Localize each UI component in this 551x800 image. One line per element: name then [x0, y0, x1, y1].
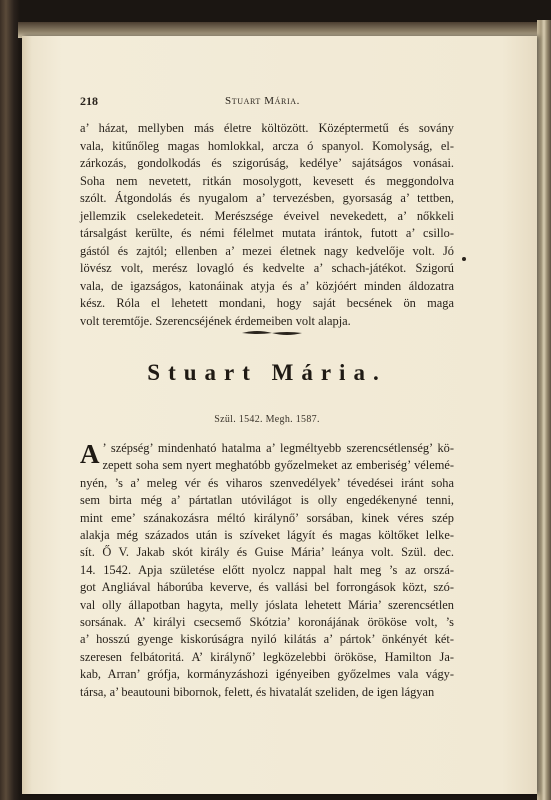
text-line: gástól és zajtól; ellenben a’ mezei életnek nagy kedvelője volt. Jó	[80, 243, 454, 258]
page-header	[80, 94, 450, 112]
text-line: ’ szépség’ mindenható hatalma a’ legméltyebb szerencsétlenség’ kö-	[102, 441, 454, 455]
text-line: alakja még százados után is szíveket lágyít és magas költőket lelke-	[80, 528, 454, 543]
text-line: szeresen felbátoritá. A’ királynő’ legközelebbi örököse, Hamilton Ja-	[80, 649, 454, 664]
text-line: 14. 1542. Apja születése előtt nyolcz nappal halt meg ’s az orszá-	[80, 562, 454, 577]
text-line: jellemzik cselekedeteit. Merészsége éveivel nevekedett, a’ nőkkeli	[80, 208, 454, 223]
margin-mark	[462, 257, 466, 261]
text-line: szólt. Átgondolás és nyugalom a’ tervezésben, gyorsaság a’ tettben,	[80, 191, 454, 205]
text-line: társalgást kerülte, és némi félelmet mutata irántok, futott a’ csillo-	[80, 226, 454, 240]
chapter-title: Stuart Mária.	[147, 360, 387, 385]
text-line: mint eme’ szánakozásra méltó királynő’ sorsában, kinek véres szép	[80, 510, 454, 525]
text-line: vala, kitűnőleg magas homlokkal, arcza ó spanyol. Komolyság, el-	[80, 138, 454, 153]
running-head: Stuart Mária.	[225, 95, 300, 107]
text-line: kész. Róla el lehetett mondani, hogy saját becsének ön maga	[80, 296, 454, 310]
text-line: val olly állapotban hagyta, melly jóslata lehetett Mária’ szerencsétlen	[80, 597, 454, 612]
text-line: sít. Ő V. Jakab skót király és Guise Mária’ leánya volt. Szül. dec.	[80, 545, 454, 560]
drop-cap: A	[80, 439, 100, 469]
text-line: kab, Arran’ grófja, kormányzáshozi igényeiben győzelmes vala vágy-	[80, 667, 454, 682]
text-line: sem birta még a’ pártatlan utóvilágot is olly engedékenyné tenni,	[80, 493, 454, 508]
life-dates: Szül. 1542. Megh. 1587.	[214, 414, 320, 425]
page-number: 218	[80, 94, 98, 108]
text-line: lövész volt, merész lovagló és kedvelte a’ schach-játékot. Szigorú	[80, 261, 454, 275]
page-stack-edge	[537, 20, 551, 800]
text-line: a’ házat, mellyben más életre költözött. Középtermetű és sovány	[80, 121, 454, 135]
text-line: zepett soha sem nyert meghatóbb győzelmeket az emberiség’ vélemé-	[102, 458, 454, 473]
paragraph-stuart-maria	[80, 440, 454, 701]
text-line: Soha nem nevetett, ritkán mosolygott, kevesett és meggondolva	[80, 173, 454, 188]
text-line: nyén, ’s a’ meleg vér és viharos szenvedélyek’ tévedései iránt soha	[80, 475, 454, 490]
text-line: sorsának. A’ királyi csecsemő Skótzia’ koronájának örököse volt, ’s	[80, 615, 454, 630]
text-line: vala, de igazságos, katonáinak atyja és a’ közjóért minden áldozatra	[80, 278, 454, 293]
text-line: a’ hosszú gyenge kiskorúságra nyiló kilátás a’ pártok’ önkényét két-	[80, 632, 454, 647]
text-line: volt teremtője. Szerencséjének érdemeiben volt alapja.	[80, 313, 351, 328]
text-line: zárkozás, gondolkodás és szigorúság, kedélye’ sajátságos vonásai.	[80, 156, 454, 170]
section-divider-ornament	[241, 329, 303, 337]
text-line: got Angliával háborúba keverve, és vallási bel forrongások közt, szó-	[80, 580, 454, 595]
text-line: társa, a’ beautouni bibornok, felett, és hivatalát szeliden, de igen lágyan	[80, 684, 435, 699]
paragraph-previous-biography	[80, 120, 454, 330]
